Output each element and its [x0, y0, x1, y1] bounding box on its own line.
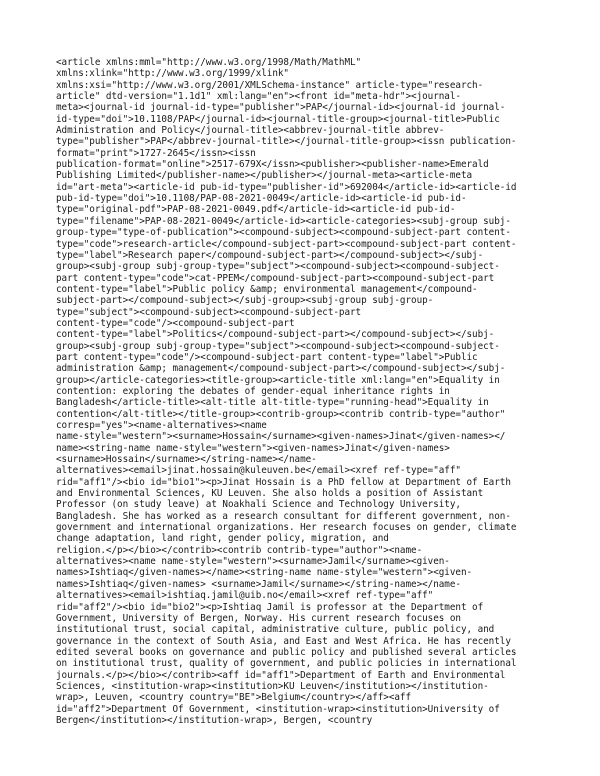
xml-text-line: institutional trust, social capital, administrative culture, public policy, and [56, 624, 495, 636]
xml-text-line: wrap>, Leuven, <country country="BE">Belgium</country></aff><aff [56, 692, 412, 704]
xml-text-line: type="subject"><compound-subject><compound-subject-part [56, 306, 362, 318]
xml-text-line: id-type="doi">10.1108/PAP</journal-id><journal-title-group><journal-title>Public [56, 113, 500, 125]
xml-text-line: contention: exploring the debates of gender-equal inheritance rights in [56, 385, 450, 397]
xml-text-line: alternatives><name name-style="western"><surname>Jamil</surname><given- [56, 556, 450, 568]
xml-text-line: pub-id-type="doi">10.1108/PAP-08-2021-0049</article-id><article-id pub-id- [56, 193, 467, 205]
xml-text-line: corresp="yes"><name-alternatives><name [56, 420, 267, 431]
xml-text-line: type="original-pdf">PAP-08-2021-0049.pdf</article-id><article-id pub-id- [56, 204, 456, 216]
xml-text-line: governance in the context of South Asia, and East and West Africa. He has recently [56, 635, 511, 647]
xml-text-line: Publishing Limited</publisher-name></publisher></journal-meta><article-meta [56, 170, 473, 182]
xml-text-line: Bergen</institution></institution-wrap>, Bergen, <country [56, 714, 373, 726]
xml-text-line: religion.</p></bio></contrib><contrib contrib-type="author"><name- [56, 544, 423, 556]
xml-text-line: rid="aff2"/><bio id="bio2"><p>Ishtiaq Jamil is professor at the Department of [56, 601, 484, 613]
xml-text-line: subject-part></compound-subject></subj-group><subj-group subj-group- [56, 295, 434, 307]
xml-text-line: id="art-meta"><article-id pub-id-type="publisher-id">692004</article-id><article-id [56, 181, 517, 193]
xml-text-line: change adaptation, land right, gender policy, migration, and [56, 533, 389, 545]
xml-text-line: type="label">Research paper</compound-subject-part></compound-subject></subj- [56, 249, 484, 261]
xml-text-line: xmlns:xsi="http://www.w3.org/2001/XMLSchema-instance" article-type="research- [56, 79, 484, 91]
xml-text-line: content-type="label">Public policy &amp; environmental management</compound- [56, 283, 478, 295]
xml-text-line: edited several books on governance and public policy and published several articles [56, 646, 517, 658]
xml-text-line: content-type="label">Politics</compound-subject-part></compound-subject></subj- [56, 329, 495, 341]
xml-text-line: meta><journal-id journal-id-type="publisher">PAP</journal-id><journal-id journal- [56, 102, 506, 114]
xml-text-line: journals.</p></bio></contrib><aff id="aff1">Department of Earth and Environmental [56, 669, 506, 681]
xml-text-line: alternatives><email>ishtiaq.jamil@uib.no</email><xref ref-type="aff" [56, 590, 434, 602]
xml-text-line: type="filename">PAP-08-2021-0049</article-id><article-categories><subj-group subj- [56, 215, 511, 227]
xml-text-line: group></article-categories><title-group><article-title xml:lang="en">Equality in [56, 374, 500, 386]
xml-text-line: part content-type="code"/><compound-subject-part content-type="label">Public [56, 351, 478, 363]
xml-text-line: part content-type="code">cat-PPEM</compound-subject-part><compound-subject-part [56, 272, 495, 284]
xml-text-line: xmlns:xlink="http://www.w3.org/1999/xlink" [56, 68, 289, 80]
xml-text-line: names>Ishtiaq</given-names> <surname>Jamil</surname></string-name></name- [56, 578, 461, 590]
xml-text-line: government and international organizations. Her research focuses on gender, climate [56, 522, 517, 534]
xml-text-line: administration &amp; management</compound-subject-part></compound-subject></subj- [56, 363, 506, 375]
xml-text-line: group><subj-group subj-group-type="subject"><compound-subject><compound-subject- [56, 261, 500, 273]
xml-text-line: Bangladesh</article-title><alt-title alt-title-type="running-head">Equality in [56, 397, 489, 409]
xml-text-line: Administration and Policy</journal-title><abbrev-journal-title abbrev- [56, 125, 445, 137]
xml-text-line: type="code">research-article</compound-subject-part><compound-subject-part content- [56, 238, 517, 250]
xml-text-line: on institutional trust, quality of government, and public policies in international [56, 658, 517, 670]
xml-text-line: format="print">1727-2645</issn><issn [56, 147, 256, 159]
xml-text-line: <article xmlns:mml="http://www.w3.org/1998/Math/MathML" [56, 57, 362, 68]
xml-text-line: Bangladesh. She has worked as a research consultant for different government, non- [56, 510, 511, 522]
xml-text-line: Government, University of Bergen, Norway. His current research focuses on [56, 612, 461, 624]
xml-text-line: names>Ishtiaq</given-names></name><string-name name-style="western"><given- [56, 567, 473, 579]
xml-text-line: rid="aff1"/><bio id="bio1"><p>Jinat Hossain is a PhD fellow at Department of Earth [56, 476, 511, 488]
xml-text-line: name-style="western"><surname>Hossain</surname><given-names>Jinat</given-names></ [56, 431, 506, 443]
xml-text-line: id="aff2">Department Of Government, <institution-wrap><institution>University of [56, 703, 500, 715]
xml-text-line: Professor (on study leave) at Noakhali Science and Technology University, [56, 499, 461, 511]
xml-text-line: name><string-name name-style="western"><given-names>Jinat</given-names> [56, 442, 450, 454]
xml-text-line: and Environmental Sciences, KU Leuven. She also holds a position of Assistant [56, 488, 484, 500]
xml-text-line: group><subj-group subj-group-type="subject"><compound-subject><compound-subject- [56, 340, 500, 352]
xml-document-page [56, 57, 596, 726]
xml-text-line: contention</alt-title></title-group><contrib-group><contrib contrib-type="author" [56, 408, 506, 420]
xml-text-line: Sciences, <institution-wrap><institution>KU Leuven</institution></institution- [56, 680, 489, 692]
xml-text-line: alternatives><email>jinat.hossain@kuleuven.be</email><xref ref-type="aff" [56, 465, 461, 477]
xml-text-line: content-type="code"/><compound-subject-part [56, 317, 295, 329]
xml-text-line: group-type="type-of-publication"><compound-subject><compound-subject-part content- [56, 227, 511, 239]
xml-text-line: article" dtd-version="1.1d1" xml:lang="en"><front id="meta-hdr"><journal- [56, 91, 461, 103]
xml-text-line: type="publisher">PAP</abbrev-journal-title></journal-title-group><issn publication- [56, 136, 517, 148]
xml-text-line: publication-format="online">2517-679X</issn><publisher><publisher-name>Emerald [56, 159, 489, 171]
xml-text-line: <surname>Hossain</surname></string-name></name- [56, 454, 317, 466]
